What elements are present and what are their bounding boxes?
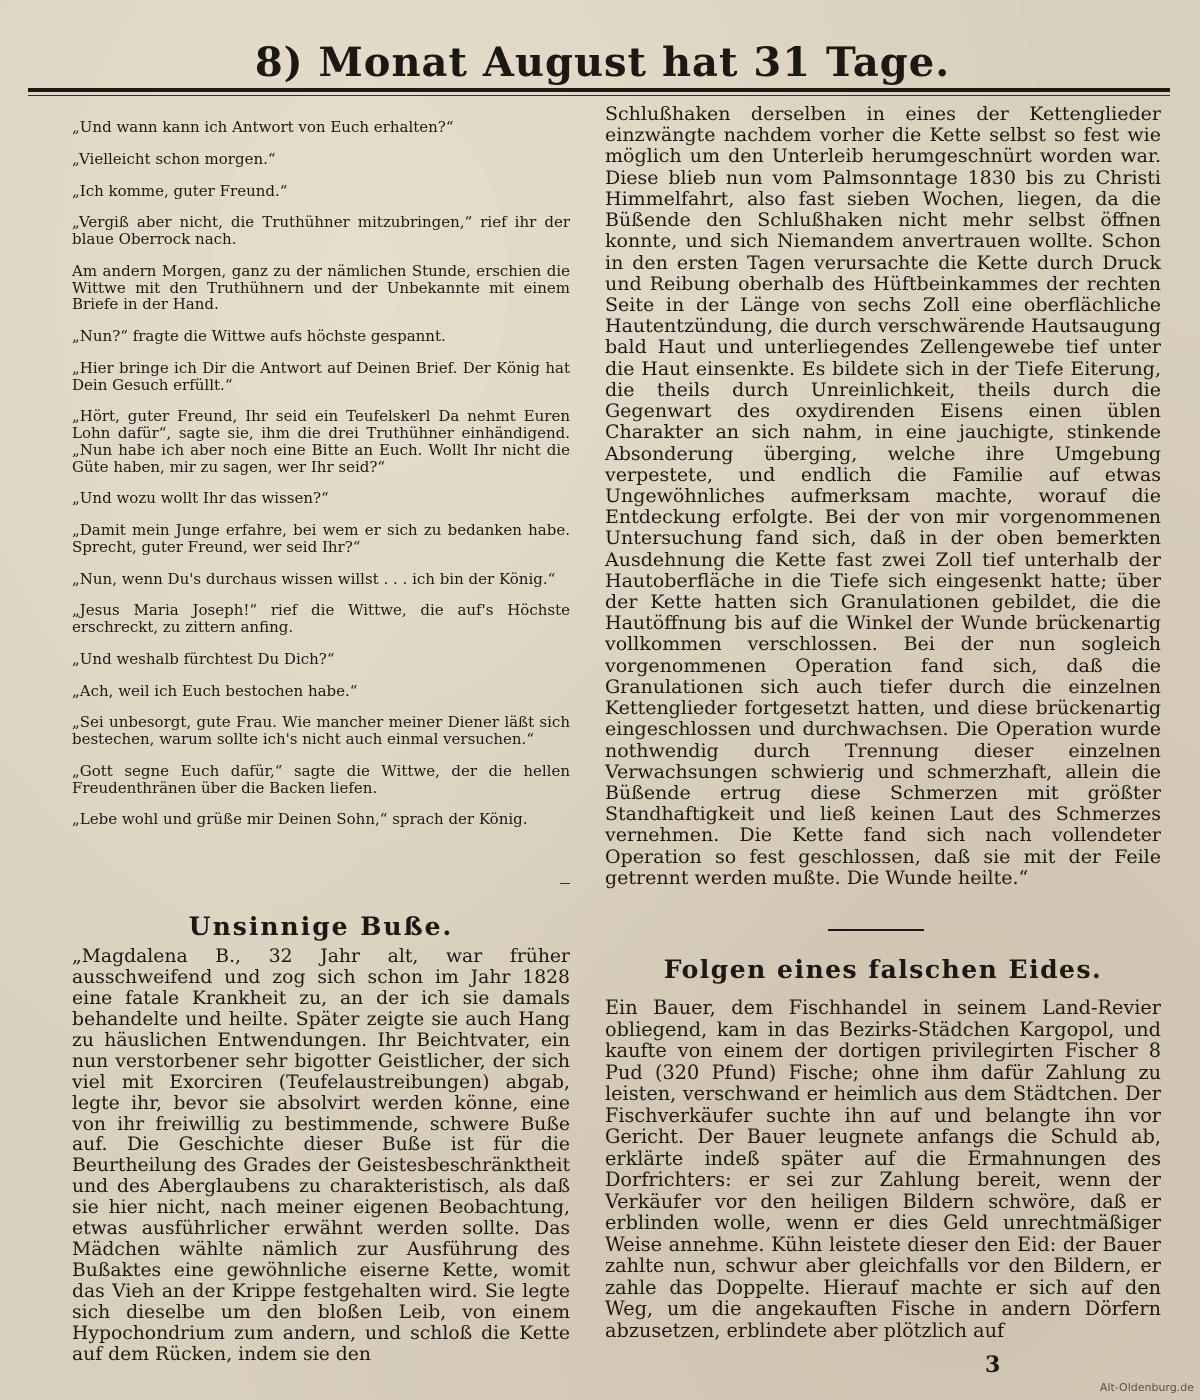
section-divider-rule <box>828 929 924 931</box>
paragraph: „Lebe wohl und grüße mir Deinen Sohn,“ sprach der König. <box>72 810 528 829</box>
left-column-story <box>72 104 570 843</box>
paragraph: „Nun?“ fragte die Wittwe aufs höchste gespannt. <box>72 327 446 345</box>
paragraph: „Hier bringe ich Dir die Antwort auf Deinen Brief. Der König hat Dein Gesuch erfüllt.“ <box>72 358 570 394</box>
section-title-unsinnige-busse: Unsinnige Buße. <box>188 912 454 941</box>
section-title-folgen-eides: Folgen eines falschen Eides. <box>663 955 1103 984</box>
paragraph: „Nun, wenn Du's durchaus wissen willst . . . ich bin der König.“ <box>72 569 556 588</box>
header-rule-thick <box>28 88 1170 92</box>
right-column-continuation: Schlußhaken derselben in eines der Kettenglieder einzwängte nachdem vorher die Kette selbst so fest wie möglich um den Unterleib herumgeschnürt worden war. Diese blieb nun vom Palmsonntage 1830 bis zu Christi Himmelfahrt, also fast sieben Wochen, liegen, da die Büßende den Schlußhaken nicht mehr selbst öffnen konnte, und sich Niemandem anvertrauen wollte. Schon in den ersten Tagen verursachte die Kette durch Druck und Reibung oberhalb des Hüftbeinkammes der rechten Seite in der Länge von sechs Zoll eine oberflächliche Hautentzündung, die durch verschwärende Hautsaugung bald Haut und unterliegendes Zellengewebe tief unter die Haut einsenkte. Es bildete sich in der Tiefe Eiterung, die theils durch Unreinlichkeit, theils durch die Gegenwart des oxydirenden Eisens einen üblen Charakter an sich nahm, in eine jauchigte, stinkende Absonderung überging, welche ihre Umgebung verpestete, und endlich die Familie auf etwas Ungewöhnliches aufmerksam machte, worauf die Entdeckung erfolgte. Bei der von mir vorgenommenen Untersuchung fand sich, daß in der oben bemerkten Ausdehnung die Kette fast zwei Zoll tief unterhalb der Hautoberfläche in die Tiefe sich eingesenkt hatte; über der Kette hatten sich Granulationen gebildet, die die Hautöffnung bis auf die Winkel der Wunde brückenartig vollkommen verschlossen. Bei der nun sogleich vorgenommenen Operation fand sich, daß die Granulationen sich auch tiefer durch die einzelnen Kettenglieder fortgesetzt hatten, und diese brückenartig eingeschlossen und durchwachsen. Die Operation wurde nothwendig durch Trennung dieser einzelnen Verwachsungen schwierig und schmerzhaft, allein die Büßende ertrug diese Schmerzen mit größter Standhaftigkeit und ließ keinen Laut des Schmerzes vernehmen. Die Kette fand sich nach vollendeter Operation so fest geschlossen, daß sie mit der Feile getrennt werden mußte. Die Wunde heilte.“ <box>605 103 1161 889</box>
paragraph: „Und weshalb fürchtest Du Dich?“ <box>72 649 335 668</box>
paragraph: „Und wozu wollt Ihr das wissen?“ <box>72 489 329 508</box>
paragraph: „Jesus Maria Joseph!“ rief die Wittwe, die auf's Höchste erschreckt, zu zittern anfing. <box>72 601 570 636</box>
paragraph: „Sei unbesorgt, gute Frau. Wie mancher meiner Diener läßt sich bestechen, warum sollte ich's nicht auch einmal versuchen.“ <box>72 713 570 748</box>
paragraph: „Vielleicht schon morgen.“ <box>72 149 276 168</box>
paragraph: „Ach, weil ich Euch bestochen habe.“ <box>72 681 358 700</box>
paragraph: „Hört, guter Freund, Ihr seid ein Teufelskerl Da nehmt Euren Lohn dafür“, sagte sie, ihm die drei Truthühner einhändigend. „Nun habe ich aber noch eine Bitte an Euch. Wollt Ihr nicht die Güte haben, mir zu sagen, wer Ihr seid?“ <box>72 407 570 476</box>
header-rule-thin <box>28 95 1170 96</box>
paragraph: Am andern Morgen, ganz zu der nämlichen Stunde, erschien die Wittwe mit den Truthühnern und der Unbekannte mit einem Briefe in der Hand. <box>72 261 570 314</box>
paragraph: „Ich komme, guter Freund.“ <box>72 181 288 200</box>
watermark: Alt-Oldenburg.de <box>1099 1381 1194 1394</box>
paragraph: „Vergiß aber nicht, die Truthühner mitzubringen,“ rief ihr der blaue Oberrock nach. <box>72 213 570 248</box>
separator-mark <box>560 883 570 888</box>
paragraph: „Gott segne Euch dafür,“ sagte die Wittwe, der die hellen Freudenthränen über die Backen liefen. <box>72 761 570 797</box>
page-header-title: 8) Monat August hat 31 Tage. <box>254 39 951 86</box>
paragraph: „Damit mein Junge erfahre, bei wem er sich zu bedanken habe. Sprecht, guter Freund, wer seid Ihr?“ <box>72 521 570 556</box>
section-body-folgen-eides: Ein Bauer, dem Fischhandel in seinem Land-Revier obliegend, kam in das Bezirks-Städchen Kargopol, und kaufte von einem der dortigen privilegirten Fischer 8 Pud (320 Pfund) Fische; ohne ihm dafür Zahlung zu leisten, verschwand er heimlich aus dem Städtchen. Der Fischverkäufer suchte ihn auf und belangte ihn vor Gericht. Der Bauer leugnete anfangs die Schuld ab, erklärte indeß später auf die Ermahnungen des Dorfrichters: er sei zur Zahlung bereit, wenn der Verkäufer vor den heiligen Bildern schwöre, daß er erblinden wolle, wenn er dies Geld unrechtmäßiger Weise annehme. Kühn leistete dieser den Eid: der Bauer zahlte nun, schwur aber gleichfalls vor den Bildern, er zahle das Doppelte. Hierauf machte er sich auf den Weg, um die angekauften Fische in andern Dörfern abzusetzen, erblindete aber plötzlich auf <box>605 996 1161 1342</box>
section-body-unsinnige-busse: „Magdalena B., 32 Jahr alt, war früher ausschweifend und zog sich schon im Jahr 1828 eine fatale Krankheit zu, an der ich sie damals behandelte und heilte. Später zeigte sie auch Hang zu häuslichen Entwendungen. Ihr Beichtvater, ein nun verstorbener sehr bigotter Geistlicher, der sich viel mit Exorciren (Teufelaustreibungen) abgab, legte ihr, bevor sie absolvirt werden könne, eine von ihr freiwillig zu bestimmende, schwere Buße auf. Die Geschichte dieser Buße ist für die Beurtheilung des Grades der Geistesbeschränktheit und des Aberglaubens zu charakteristisch, als daß sie hier nicht, nach meiner eigenen Beobachtung, etwas ausführlicher erwähnt werden sollte. Das Mädchen wählte nämlich zur Ausführung des Bußaktes eine gewöhnliche eiserne Kette, womit das Vieh an der Krippe festgehalten wird. Sie legte sich dieselbe um den bloßen Leib, von einem Hypochondrium zum andern, und schloß die Kette auf dem Rücken, indem sie den <box>72 946 570 1365</box>
page-number: 3 <box>985 1352 1001 1378</box>
paragraph: „Und wann kann ich Antwort von Euch erhalten?“ <box>72 118 454 136</box>
